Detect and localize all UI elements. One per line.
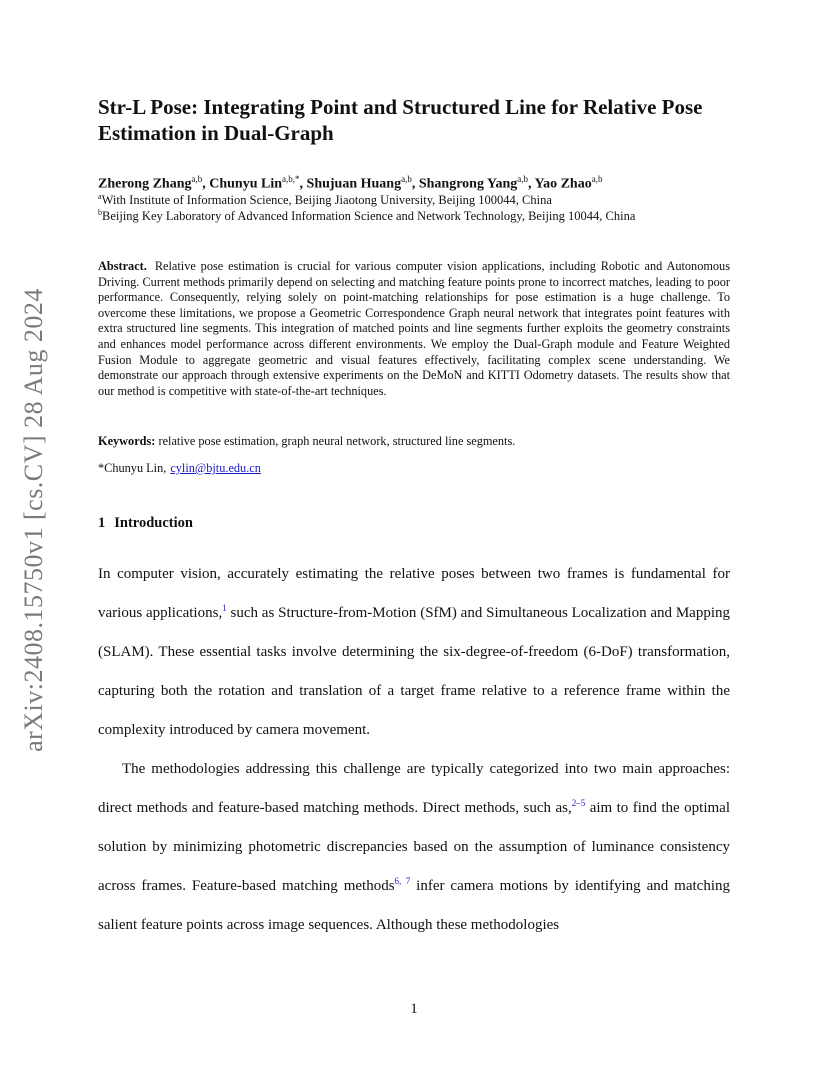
paragraph-text: aim to find the optimal solution by minimizing photometric discrepancies based on the assumption of luminance consistency across frames. Feature-based matching methods — [98, 800, 730, 894]
keywords-text: relative pose estimation, graph neural network, structured line segments. — [158, 434, 516, 448]
abstract-text: Relative pose estimation is crucial for various computer vision applications, including Robotic and Autonomous Driving. Current methods primarily depend on selecting and matching feature points prone to incorrect matches, leading to poor performance. Consequently, relying solely on point-matching relationships for pose estimation is a huge challenge. To overcome these limitations, we propose a Geometric Correspondence Graph neural network that integrates point features with extra structured line segments. This integration of matched points and line segments further exploits the geometry constraints and enhances model performance across different environments. We employ the Dual-Graph module and Feature Weighted Fusion Module to aggregate geometric and visual features effectively, facilitating complex scene understanding. We demonstrate our approach through extensive experiments on the DeMoN and KITTI Odometry datasets. The results show that our method is competitive with state-of-the-art techniques. — [98, 259, 730, 398]
email-link[interactable]: cylin@bjtu.edu.cn — [170, 461, 261, 475]
affiliation-text: With Institute of Information Science, Beijing Jiaotong University, Beijing 100044, China — [101, 193, 552, 208]
author-affil-mark: a,b — [191, 174, 203, 184]
page-number: 1 — [410, 1001, 418, 1017]
affiliation-text: Beijing Key Laboratory of Advanced Information Science and Network Technology, Beijing 10044, China — [102, 209, 636, 224]
abstract-label: Abstract. — [98, 259, 147, 273]
affiliation-mark: b — [98, 208, 102, 217]
abstract — [98, 259, 730, 399]
corresponding-name: Chunyu Lin, — [104, 461, 167, 475]
author-affil-mark: a,b — [401, 174, 412, 184]
citation-link[interactable]: 2–5 — [571, 798, 586, 808]
paragraph-text: In computer vision, accurately estimating the relative poses between two frames is fundamental for various applications, — [98, 566, 730, 621]
section-number: 1 — [98, 515, 106, 531]
citation-link[interactable]: 1 — [222, 603, 227, 613]
author-affil-mark: a,b,* — [282, 174, 300, 184]
affiliation-b — [98, 205, 738, 224]
corresponding-mark: * — [98, 461, 105, 475]
affiliation-mark: a — [98, 192, 102, 201]
intro-paragraph-2 — [98, 750, 730, 945]
arxiv-identifier[interactable]: arXiv:2408.15750v1 [cs.CV] 28 Aug 2024 — [19, 288, 48, 752]
paper-title: Str-L Pose: Integrating Point and Structured Line for Relative Pose Estimation in Dual-Graph — [98, 95, 703, 145]
paragraph-text: The methodologies addressing this challenge are typically categorized into two main approaches: direct methods and feature-based matching methods. Direct methods, such as, — [98, 761, 730, 816]
intro-paragraph-1 — [98, 555, 730, 750]
author-name: Zherong Zhang — [98, 176, 192, 192]
author-name: Shujuan Huang — [306, 176, 402, 192]
author-affil-mark: a,b — [517, 174, 529, 184]
paragraph-text: infer camera motions by identifying and matching salient feature points across image sequences. Although these methodologies — [98, 878, 730, 933]
citation-link[interactable]: 6, 7 — [394, 876, 411, 886]
author-name: Chunyu Lin — [209, 176, 283, 192]
author-name: Shangrong Yang — [418, 176, 518, 192]
corresponding-author-note — [98, 460, 261, 476]
paragraph-text: such as Structure-from-Motion (SfM) and Simultaneous Localization and Mapping (SLAM). These essential tasks involve determining the six-degree-of-freedom (6-DoF) transformation, capturing both the rotation and translation of a target frame relative to a reference frame within the complexity introduced by camera movement. — [98, 605, 730, 738]
author-name: Yao Zhao — [534, 176, 592, 192]
author-affil-mark: a,b — [591, 174, 603, 184]
author-list: Zherong Zhang$^{a,b}$, Chunyu Lin$^{a,b,*}$, Shujuan Huang$^{a,b}$, Shangrong Yang$^{a,b}$, Yao Zhao$^{a,b}$ — [98, 174, 603, 192]
keywords-label: Keywords: — [98, 434, 156, 448]
section-title: Introduction — [114, 515, 193, 531]
section-heading — [98, 515, 193, 532]
keywords — [98, 433, 730, 449]
